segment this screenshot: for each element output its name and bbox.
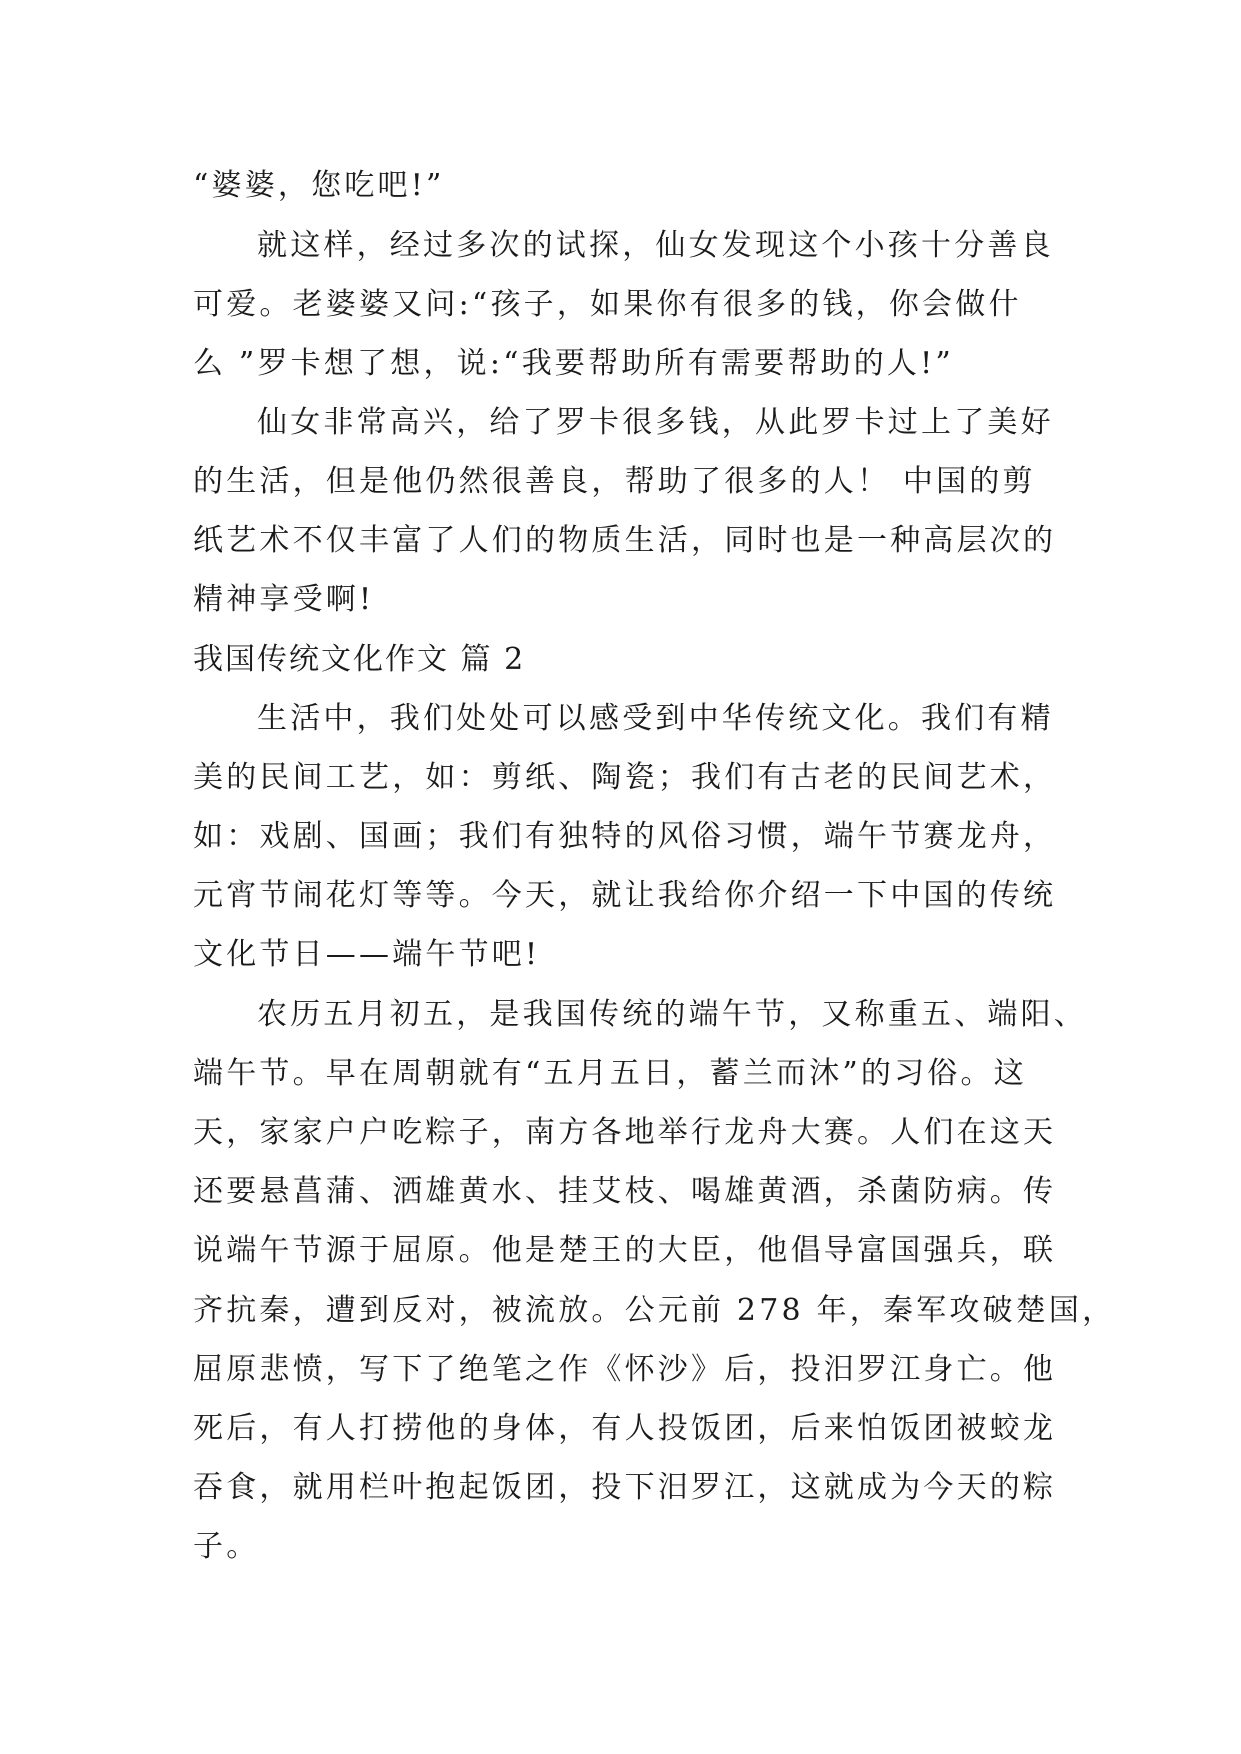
- paragraph-start-line: 就这样，经过多次的试探，仙女发现这个小孩十分善良: [257, 228, 1054, 263]
- paragraph-start-line: 农历五月初五，是我国传统的端午节，又称重五、端阳、: [257, 997, 1087, 1032]
- text-line: 说端午节源于屈原。他是楚王的大臣，他倡导富国强兵，联: [193, 1233, 1057, 1268]
- text-line: 死后，有人打捞他的身体，有人投饭团，后来怕饭团被蛟龙: [193, 1411, 1057, 1446]
- text-line: 元宵节闹花灯等等。今天，就让我给你介绍一下中国的传统: [193, 878, 1057, 913]
- text-line: 么 ”罗卡想了想，说:“我要帮助所有需要帮助的人!”: [193, 346, 954, 381]
- text-line: 精神享受啊!: [193, 582, 375, 617]
- paragraph-start-line: 仙女非常高兴，给了罗卡很多钱，从此罗卡过上了美好: [257, 405, 1054, 440]
- text-line: 可爱。老婆婆又问:“孩子，如果你有很多的钱，你会做什: [193, 287, 1022, 322]
- text-line: 文化节日——端午节吧!: [193, 937, 541, 972]
- text-line: 如：戏剧、国画；我们有独特的风俗习惯，端午节赛龙舟，: [193, 819, 1057, 854]
- text-line: 还要悬菖蒲、洒雄黄水、挂艾枝、喝雄黄酒，杀菌防病。传: [193, 1174, 1057, 1209]
- text-line: 端午节。早在周朝就有“五月五日，蓄兰而沐”的习俗。这: [193, 1056, 1027, 1091]
- section-heading: 我国传统文化作文 篇 2: [193, 642, 526, 677]
- text-line: 天，家家户户吃粽子，南方各地举行龙舟大赛。人们在这天: [193, 1115, 1057, 1150]
- text-line: 美的民间工艺，如：剪纸、陶瓷；我们有古老的民间艺术，: [193, 760, 1057, 795]
- text-line: “婆婆，您吃吧!”: [193, 168, 445, 203]
- text-line: 齐抗秦，遭到反对，被流放。公元前 278 年，秦军攻破楚国，: [193, 1293, 1116, 1328]
- text-line: 纸艺术不仅丰富了人们的物质生活，同时也是一种高层次的: [193, 523, 1057, 558]
- text-line: 子。: [193, 1529, 260, 1564]
- text-line: 的生活，但是他仍然很善良，帮助了很多的人！ 中国的剪: [193, 464, 1036, 499]
- text-line: 吞食，就用栏叶抱起饭团，投下汨罗江，这就成为今天的粽: [193, 1470, 1057, 1505]
- paragraph-start-line: 生活中，我们处处可以感受到中华传统文化。我们有精: [257, 701, 1054, 736]
- text-line: 屈原悲愤，写下了绝笔之作《怀沙》后，投汨罗江身亡。他: [193, 1352, 1057, 1387]
